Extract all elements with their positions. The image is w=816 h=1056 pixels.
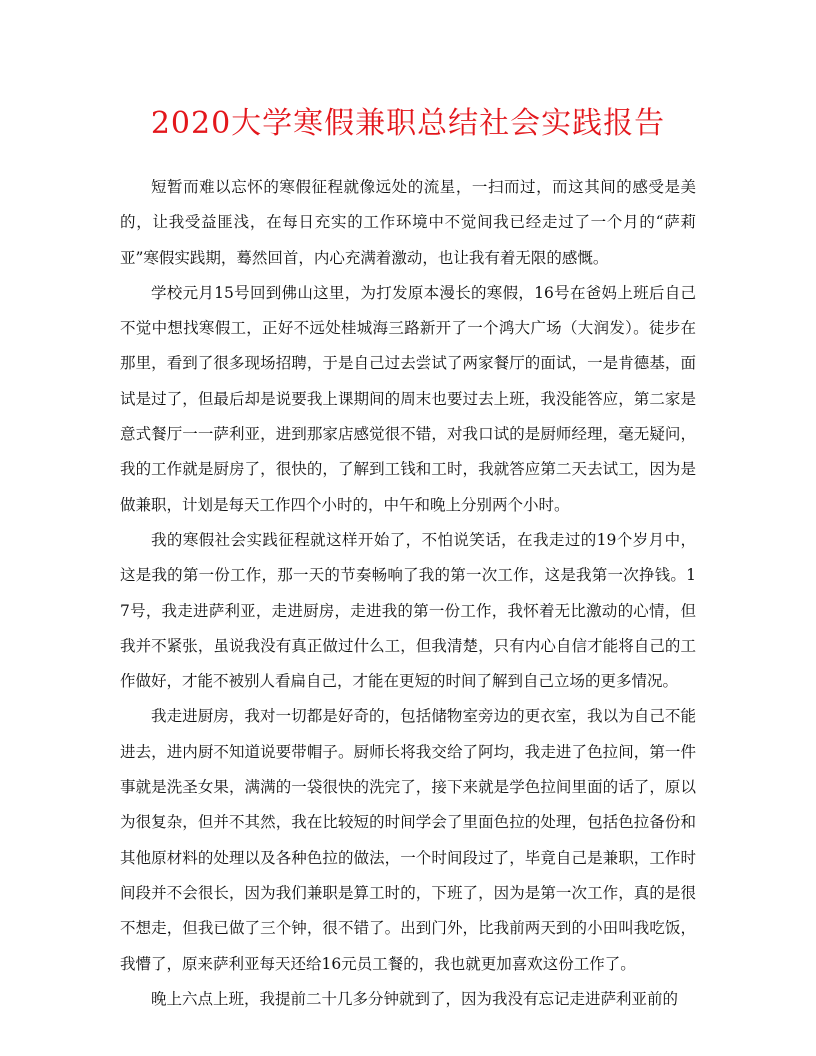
- document-title: 2020大学寒假兼职总结社会实践报告: [150, 106, 666, 141]
- paragraph: 晚上六点上班，我提前二十几多分钟就到了，因为我没有忘记走进萨利亚前的: [151, 989, 679, 1008]
- paragraph: 我的寒假社会实践征程就这样开始了，不怕说笑话，在我走过的19个岁月中，这是我的第一份工作，那一天的节奏畅响了我的第一次工作，这是我第一次挣钱。17号，我走进萨利亚，走进厨房，走进我的第一份工作，我怀着无比激动的心情，但我并不紧张，虽说我没有真正做过什么工，但我清楚，只有内心自信才能将自己的工作做好，才能不被别人看扁自己，才能在更短的时间了解到自己立场的更多情况。: [120, 530, 696, 691]
- paragraph: 短暂而难以忘怀的寒假征程就像远处的流星，一扫而过，而这其间的感受是美的，让我受益匪浅，在每日充实的工作环境中不觉间我已经走过了一个月的“萨莉亚”寒假实践期，蓦然回首，内心充满着激动，也让我有着无限的感慨。: [120, 178, 696, 267]
- document-body: [120, 170, 696, 1017]
- paragraph: 我走进厨房，我对一切都是好奇的，包括储物室旁边的更衣室，我以为自己不能进去，进内厨不知道说要带帽子。厨师长将我交给了阿均，我走进了色拉间，第一件事就是洗圣女果，满满的一袋很快的洗完了，接下来就是学色拉间里面的话了，原以为很复杂，但并不其然，我在比较短的时间学会了里面色拉的处理，包括色拉备份和其他原材料的处理以及各种色拉的做法，一个时间段过了，毕竟自己是兼职，工作时间段并不会很长，因为我们兼职是算工时的，下班了，因为是第一次工作，真的是很不想走，但我已做了三个钟，很不错了。出到门外，比我前两天到的小田叫我吃饭，我懵了，原来萨利亚每天还给16元员工餐的，我也就更加喜欢这份工作了。: [120, 707, 696, 973]
- paragraph: 学校元月15号回到佛山这里，为打发原本漫长的寒假，16号在爸妈上班后自己不觉中想找寒假工，正好不远处桂城海三路新开了一个鸿大广场（大润发）。徒步在那里，看到了很多现场招聘，于是自己过去尝试了两家餐厅的面试，一是肯德基，面试是过了，但最后却是说要我上课期间的周末也要过去上班，我没能答应，第二家是意式餐厅一一萨利亚，进到那家店感觉很不错，对我口试的是厨师经理，毫无疑问，我的工作就是厨房了，很快的，了解到工钱和工时，我就答应第二天去试工，因为是做兼职，计划是每天工作四个小时的，中午和晚上分别两个小时。: [120, 283, 696, 514]
